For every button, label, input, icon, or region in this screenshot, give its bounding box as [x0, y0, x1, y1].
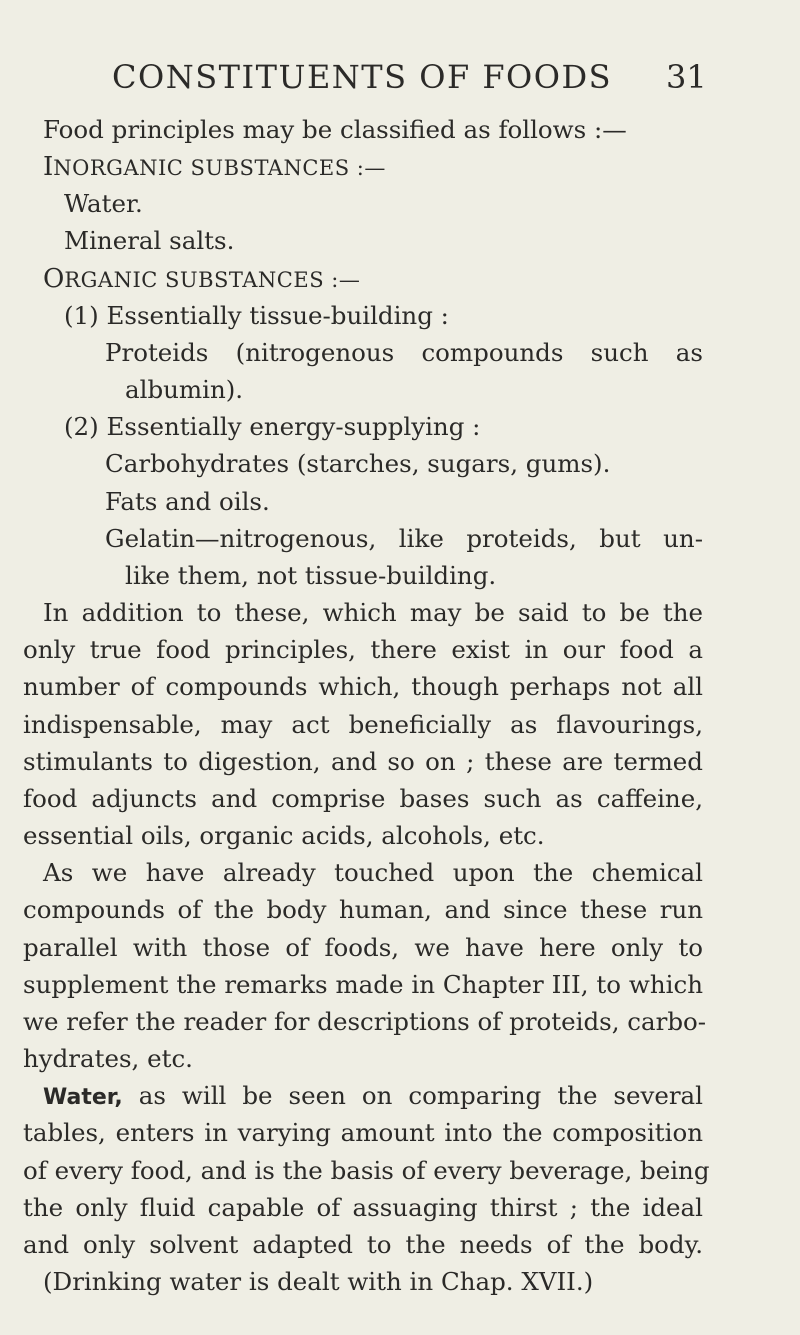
- paragraph-line: supplement the remarks made in Chapter III, to which: [23, 970, 703, 999]
- paragraph-line: indispensable, may act beneficially as flavourings,: [23, 710, 703, 739]
- paragraph-line: food adjuncts and comprise bases such as caffeine,: [23, 784, 703, 813]
- paragraph-line: number of compounds which, though perhaps not all: [23, 672, 703, 701]
- list-item-2-line: like them, not tissue-building.: [125, 561, 497, 590]
- paragraph-line: essential oils, organic acids, alcohols, etc.: [23, 821, 545, 850]
- list-item-1-line: albumin).: [125, 375, 244, 404]
- paragraph-line: In addition to these, which may be said to be the: [43, 598, 703, 627]
- list-item-2-line: Carbohydrates (starches, sugars, gums).: [105, 449, 611, 478]
- paragraph-line: the only fluid capable of assuaging thirst ; the ideal: [23, 1193, 703, 1222]
- paragraph-line: tables, enters in varying amount into the composition: [23, 1118, 703, 1147]
- list-item-water: Water.: [64, 189, 143, 218]
- paragraph-line: and only solvent adapted to the needs of the body.: [23, 1230, 703, 1259]
- intro-line: Food principles may be classified as follows :—: [43, 115, 627, 144]
- paragraph-line: of every food, and is the basis of every beverage, being: [23, 1156, 710, 1185]
- inorganic-heading-rest: NORGANIC SUBSTANCES :—: [53, 156, 386, 180]
- list-item-2-line: Gelatin—nitrogenous, like proteids, but un-: [105, 524, 703, 553]
- organic-heading: [43, 262, 360, 297]
- paragraph-line: [43, 1079, 703, 1115]
- paragraph-line: we refer the reader for descriptions of proteids, carbo-: [23, 1007, 707, 1036]
- paragraph-line: parallel with those of foods, we have here only to: [23, 933, 703, 962]
- list-item-2-line: Fats and oils.: [105, 487, 270, 516]
- page-number: 31: [666, 58, 707, 96]
- paragraph-text: as will be seen on comparing the several: [122, 1081, 703, 1110]
- paragraph-line: stimulants to digestion, and so on ; these are termed: [23, 747, 703, 776]
- organic-heading-cap: O: [43, 264, 65, 294]
- paragraph-line: hydrates, etc.: [23, 1044, 193, 1073]
- organic-heading-rest: RGANIC SUBSTANCES :—: [64, 268, 361, 292]
- inorganic-heading-cap: I: [43, 152, 54, 182]
- paragraph-line: As we have already touched upon the chemical: [43, 858, 703, 887]
- inorganic-heading: [43, 150, 386, 185]
- bold-term-water: Water,: [43, 1085, 123, 1110]
- list-item-2-title: (2) Essentially energy-supplying :: [64, 412, 481, 441]
- list-item-1-line: Proteids (nitrogenous compounds such as: [105, 338, 703, 367]
- running-head: CONSTITUENTS OF FOODS: [112, 58, 613, 96]
- paragraph-line: (Drinking water is dealt with in Chap. XVII.): [43, 1267, 594, 1296]
- list-item-mineral-salts: Mineral salts.: [64, 226, 235, 255]
- list-item-1-title: (1) Essentially tissue-building :: [64, 301, 449, 330]
- paragraph-line: compounds of the body human, and since these run: [23, 895, 703, 924]
- paragraph-line: only true food principles, there exist in our food a: [23, 635, 703, 664]
